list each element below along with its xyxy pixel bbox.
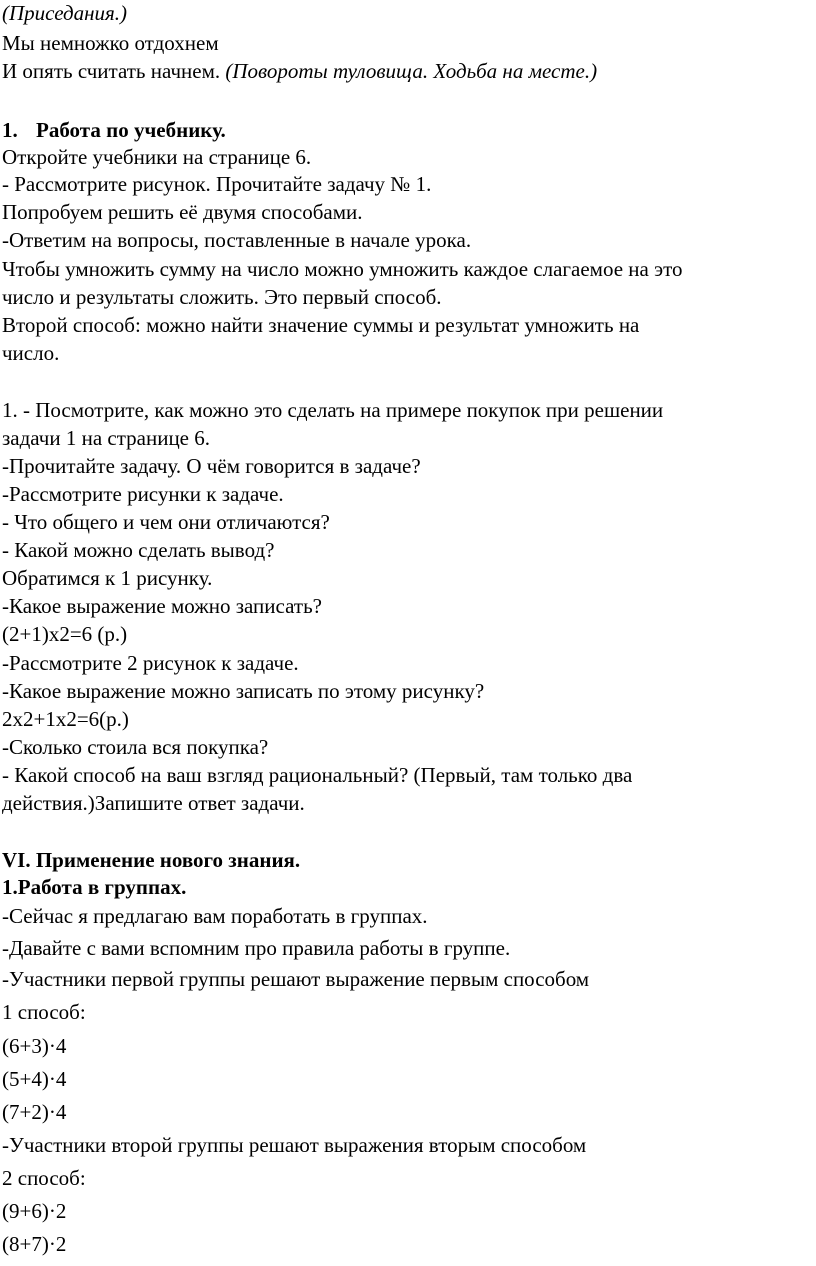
expression-line: (6+3)·4 <box>2 1034 67 1058</box>
text-line: -Участники первой группы решают выражение первым способом <box>2 967 590 991</box>
text-line: Обратимся к 1 рисунку. <box>2 566 213 590</box>
text-line: Второй способ: можно найти значение суммы и результат умножить на <box>2 313 640 337</box>
expression-line: (5+4)·4 <box>2 1067 67 1091</box>
text-line: (2+1)x2=6 (р.) <box>2 622 128 646</box>
text-segment-italic: (Повороты туловища. Ходьба на месте.) <box>225 59 598 83</box>
expression-line: (7+2)·4 <box>2 1100 67 1124</box>
text-line: - Какой способ на ваш взгляд рациональный? (Первый, там только два <box>2 763 633 787</box>
text-line: 1 способ: <box>2 1000 86 1024</box>
text-line: 2x2+1x2=6(р.) <box>2 707 129 731</box>
text-line: - Рассмотрите рисунок. Прочитайте задачу № 1. <box>2 172 432 196</box>
text-line: -Какое выражение можно записать по этому рисунку? <box>2 679 485 703</box>
subsection-heading: 1.Работа в группах. <box>2 875 187 899</box>
text-line: -Рассмотрите рисунки к задаче. <box>2 482 284 506</box>
text-line: -Участники второй группы решают выражения вторым способом <box>2 1133 587 1157</box>
text-line: Чтобы умножить сумму на число можно умножить каждое слагаемое на это <box>2 257 683 281</box>
text-line: -Сколько стоила вся покупка? <box>2 735 269 759</box>
expression-line: (9+6)·2 <box>2 1199 67 1223</box>
text-line <box>2 58 597 84</box>
text-line: действия.)Запишите ответ задачи. <box>2 791 305 815</box>
text-line: -Ответим на вопросы, поставленные в начале урока. <box>2 228 472 252</box>
text-line: -Давайте с вами вспомним про правила работы в группе. <box>2 936 511 960</box>
text-line: (Приседания.) <box>2 1 128 25</box>
text-line: 2 способ: <box>2 1166 86 1190</box>
heading-text: Работа по учебнику. <box>36 118 226 142</box>
text-line: -Сейчас я предлагаю вам поработать в группах. <box>2 904 428 928</box>
text-line: -Какое выражение можно записать? <box>2 594 322 618</box>
text-segment: И опять считать начнем. <box>2 59 226 83</box>
text-line: Мы немножко отдохнем <box>2 31 219 55</box>
text-line: -Прочитайте задачу. О чём говорится в задаче? <box>2 454 421 478</box>
text-line: Откройте учебники на странице 6. <box>2 145 312 169</box>
heading-number: 1. <box>2 118 18 142</box>
text-line: 1. - Посмотрите, как можно это сделать на примере покупок при решении <box>2 398 664 422</box>
text-line: -Рассмотрите 2 рисунок к задаче. <box>2 651 299 675</box>
text-line: число. <box>2 341 60 365</box>
text-line: число и результаты сложить. Это первый способ. <box>2 285 442 309</box>
section-heading <box>2 117 226 143</box>
section-heading: VI. Применение нового знания. <box>2 848 301 872</box>
text-line: Попробуем решить её двумя способами. <box>2 200 363 224</box>
expression-line: (8+7)·2 <box>2 1232 67 1256</box>
text-line: задачи 1 на странице 6. <box>2 426 211 450</box>
text-line: - Какой можно сделать вывод? <box>2 538 275 562</box>
text-line: - Что общего и чем они отличаются? <box>2 510 330 534</box>
